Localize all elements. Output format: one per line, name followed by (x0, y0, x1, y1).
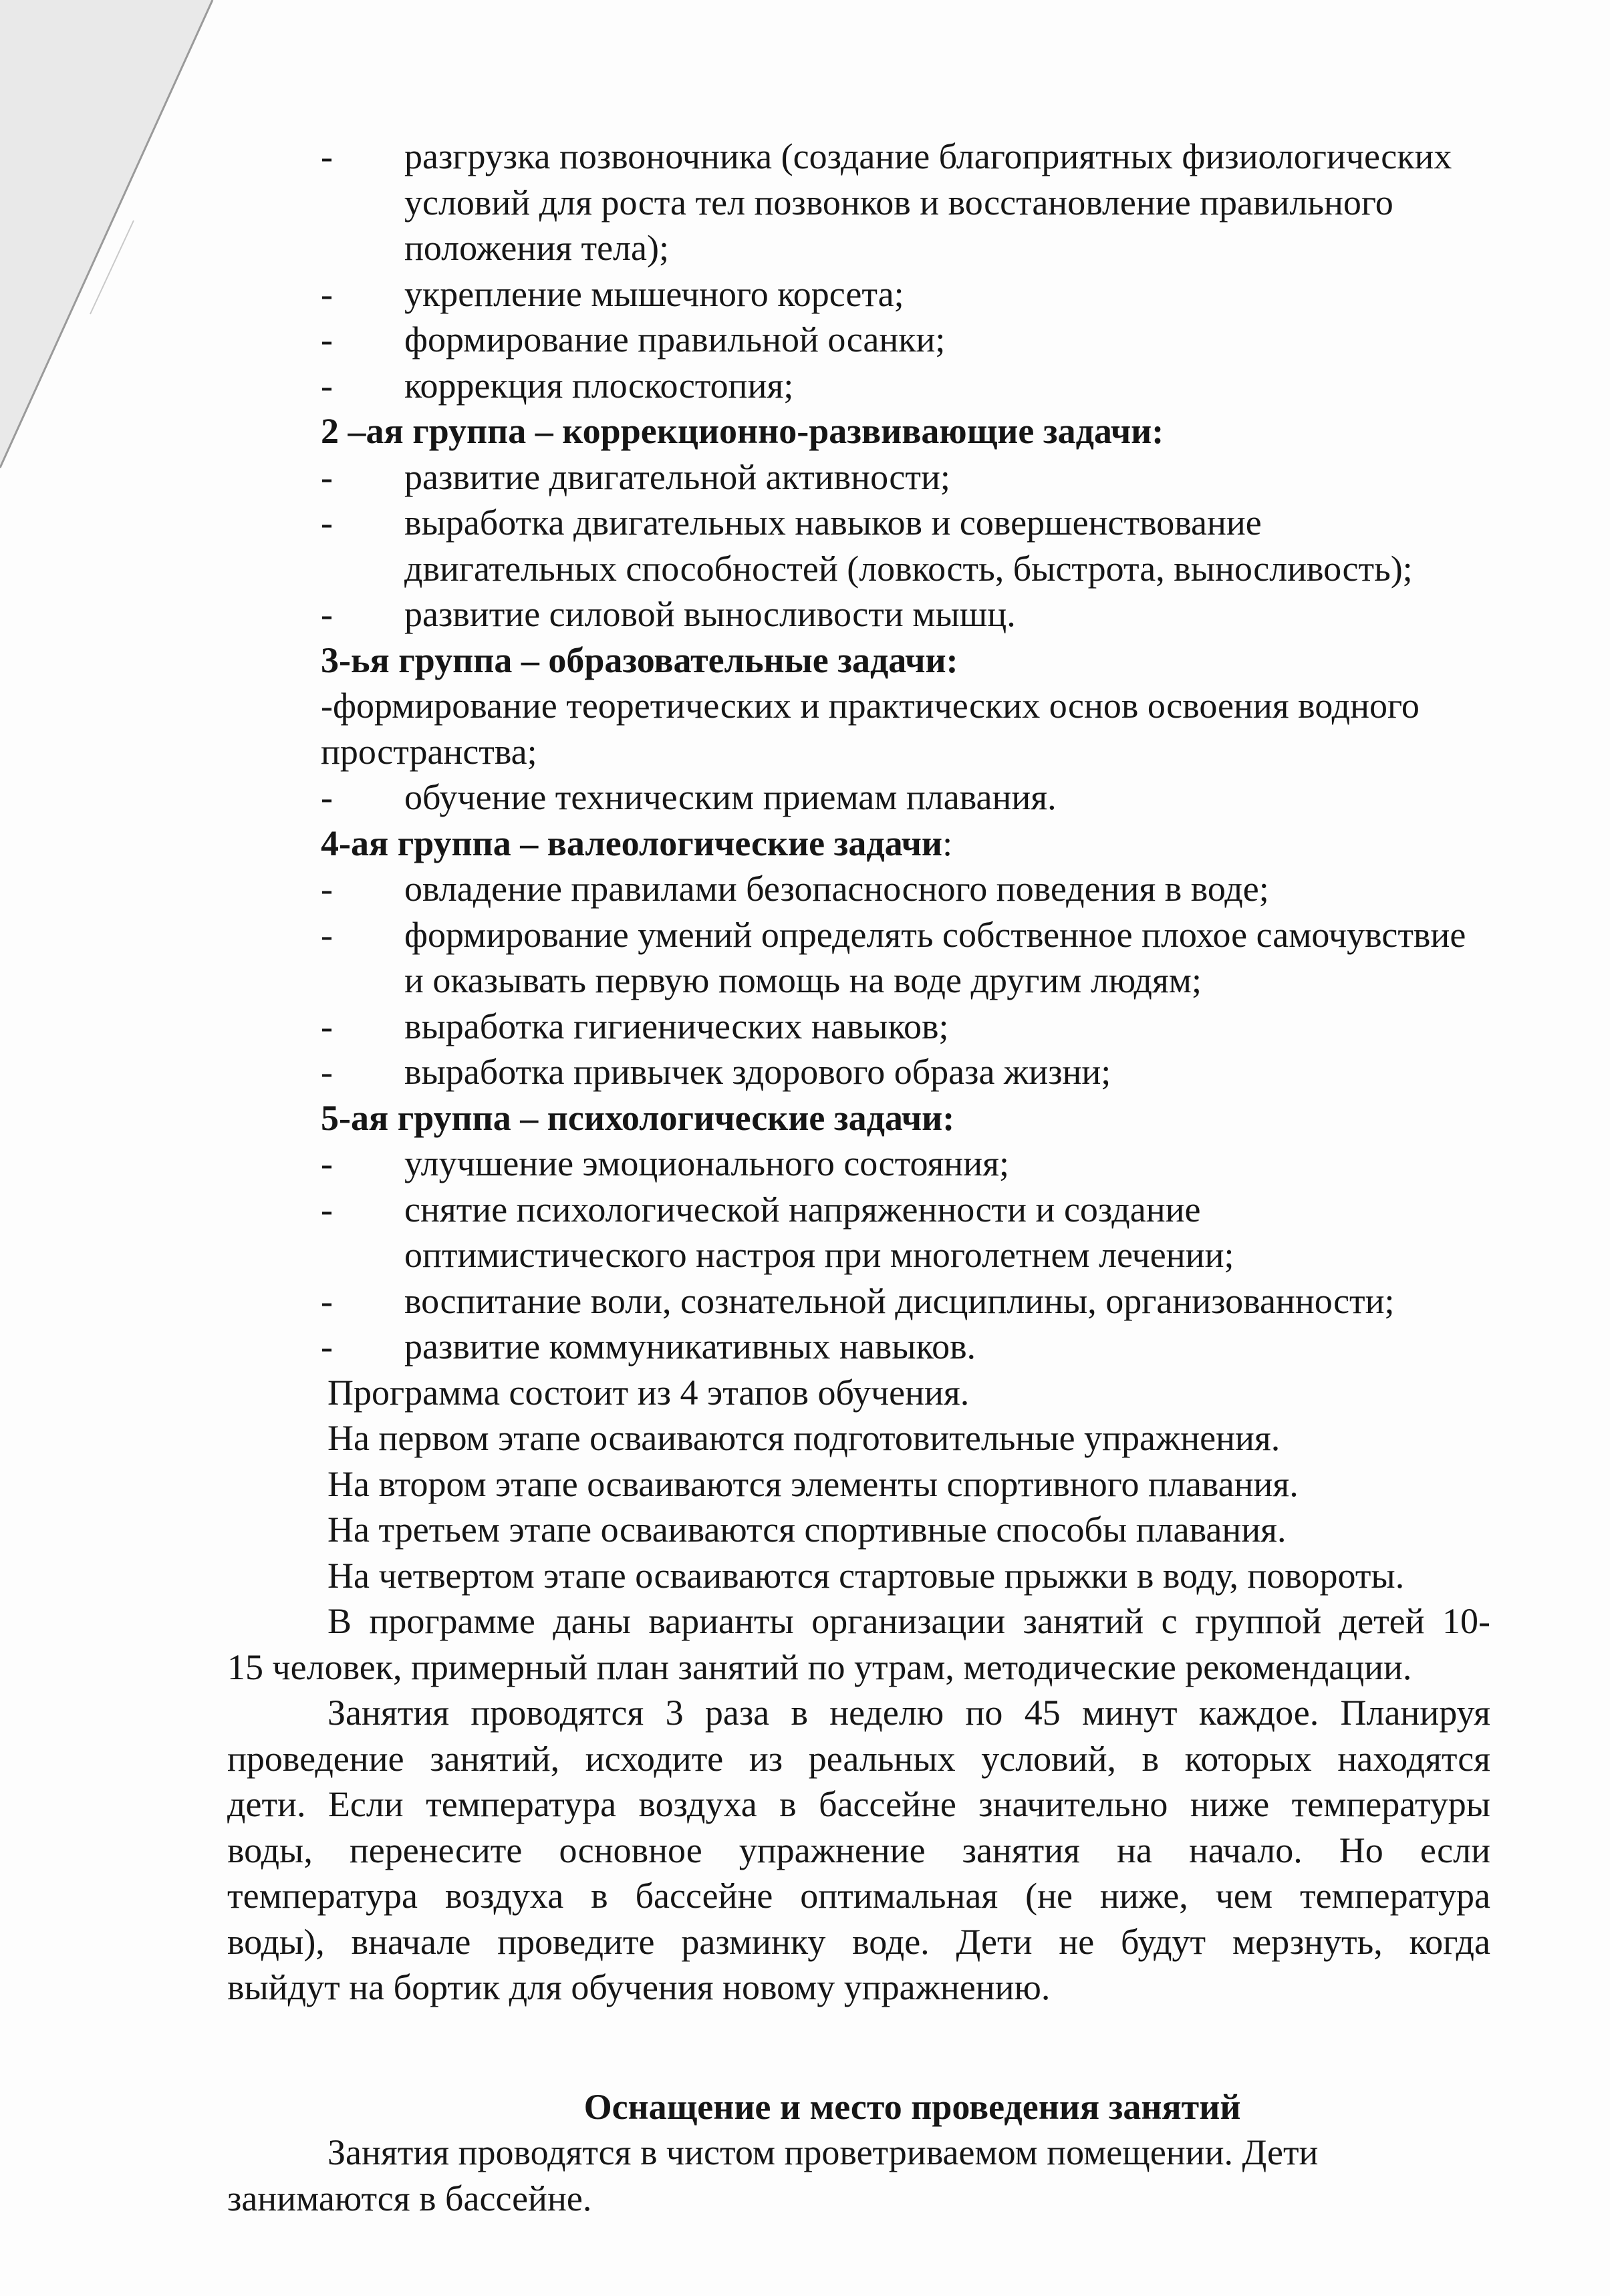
list-item-line: и оказывать первую помощь на воде другим людям; (404, 960, 1202, 1000)
group-heading: 2 –ая группа – коррекционно-развивающие задачи: (321, 411, 1164, 451)
scan-edge-gray-wedge (0, 0, 213, 468)
group-heading-colon: : (942, 823, 953, 863)
list-item-line: формирование правильной осанки; (404, 319, 946, 360)
list-item-line: двигательных способностей (ловкость, быстрота, выносливость); (404, 548, 1413, 589)
list-bullet: - (321, 1006, 333, 1046)
list-bullet: - (321, 273, 333, 314)
list-item-line: формирование умений определять собственное плохое самочувствие (404, 914, 1466, 955)
list-item-line: обучение техническим приемам плавания. (404, 777, 1057, 817)
list-item-line: снятие психологической напряженности и создание (404, 1189, 1201, 1230)
list-item (321, 1049, 1490, 1095)
stage-line: На четвертом этапе осваиваются стартовые прыжки в воду, повороты. (327, 1555, 1405, 1596)
list-item-line: выработка двигательных навыков и совершенствование (404, 503, 1262, 543)
list-item-line: положения тела); (404, 228, 669, 268)
list-item (321, 271, 1490, 317)
list-item-line: улучшение эмоционального состояния; (404, 1143, 1009, 1183)
list-item-line: условий для роста тел позвонков и восстановление правильного (404, 182, 1393, 223)
list-item (321, 866, 1490, 912)
list-item-line: разгрузка позвоночника (создание благоприятных физиологических (404, 136, 1452, 176)
group-text-line: пространства; (321, 731, 537, 772)
list-item (321, 134, 1490, 271)
stage-line: На втором этапе осваиваются элементы спортивного плавания. (327, 1463, 1299, 1504)
list-item-line: оптимистического настроя при многолетнем лечении; (404, 1235, 1234, 1275)
document-body (227, 134, 1490, 2221)
list-item (321, 1278, 1490, 1324)
paragraph-line: занимаются в бассейне. (227, 2178, 592, 2218)
list-bullet: - (321, 914, 333, 955)
list-item (321, 500, 1490, 591)
paragraph (227, 1598, 1490, 1690)
list-bullet: - (321, 456, 333, 497)
paragraph (227, 2130, 1490, 2221)
list-bullet: - (321, 1326, 333, 1367)
paragraph-line: В программе даны варианты организации занятий с группой детей 10- (327, 1601, 1490, 1641)
list-item (321, 317, 1490, 363)
scan-edge-line (0, 0, 213, 468)
paragraph-line: воды, перенесите основное упражнение занятия на начало. Но если (227, 1830, 1490, 1870)
paragraph-line: проведение занятий, исходите из реальных условий, в которых находятся (227, 1738, 1490, 1779)
list-item (321, 1324, 1490, 1370)
paragraph-line: Занятия проводятся в чистом проветриваемом помещении. Дети (327, 2132, 1319, 2172)
list-item (321, 591, 1490, 637)
group-heading: 5-ая группа – психологические задачи: (321, 1097, 955, 1138)
paragraph-line: температура воздуха в бассейне оптимальная (не ниже, чем температура (227, 1876, 1490, 1916)
list-item-line: выработка привычек здорового образа жизни; (404, 1052, 1111, 1092)
list-bullet: - (321, 869, 333, 909)
list-item (321, 774, 1490, 821)
list-item-line: воспитание воли, сознательной дисциплины, организованности; (404, 1280, 1395, 1321)
group-heading (321, 821, 1490, 867)
list-item-line: развитие коммуникативных навыков. (404, 1326, 976, 1367)
scan-edge-line-faint (90, 221, 134, 314)
list-item-line: коррекция плоскостопия; (404, 365, 794, 406)
list-bullet: - (321, 594, 333, 634)
group-heading: 3-ья группа – образовательные задачи: (321, 639, 958, 680)
list-item (321, 912, 1490, 1004)
list-item (321, 1004, 1490, 1050)
list-item-line: укрепление мышечного корсета; (404, 273, 904, 314)
list-bullet: - (321, 1189, 333, 1230)
paragraph-line: воды), вначале проведите разминку воде. Дети не будут мерзнуть, когда (227, 1921, 1490, 1962)
paragraph (227, 1690, 1490, 2011)
list-item-line: развитие двигательной активности; (404, 456, 950, 497)
list-bullet: - (321, 319, 333, 360)
list-item-line: развитие силовой выносливости мышц. (404, 594, 1016, 634)
list-bullet: - (321, 136, 333, 176)
stage-line: На первом этапе осваиваются подготовительные упражнения. (327, 1418, 1281, 1458)
list-item-line: овладение правилами безопасносного поведения в воде; (404, 869, 1269, 909)
paragraph-line: Занятия проводятся 3 раза в неделю по 45 минут каждое. Планируя (327, 1693, 1490, 1733)
list-item (321, 1187, 1490, 1278)
list-bullet: - (321, 1280, 333, 1321)
group-text-line: -формирование теоретических и практических основ освоения водного (321, 686, 1420, 726)
paragraph-line: выйдут на бортик для обучения новому упражнению. (227, 1967, 1051, 2007)
list-item (321, 1141, 1490, 1187)
list-bullet: - (321, 777, 333, 817)
stage-line: На третьем этапе осваиваются спортивные способы плавания. (327, 1510, 1287, 1550)
list-bullet: - (321, 1052, 333, 1092)
section-title: Оснащение и место проведения занятий (583, 2086, 1241, 2127)
group-heading-text: 4-ая группа – валеологические задачи (321, 823, 943, 863)
paragraph-line: дети. Если температура воздуха в бассейне значительно ниже температуры (227, 1784, 1490, 1824)
list-item-line: выработка гигиенических навыков; (404, 1006, 949, 1046)
list-bullet: - (321, 1143, 333, 1183)
stage-line: Программа состоит из 4 этапов обучения. (327, 1372, 970, 1413)
list-item (321, 454, 1490, 500)
list-bullet: - (321, 503, 333, 543)
list-item (321, 363, 1490, 409)
paragraph-line: 15 человек, примерный план занятий по утрам, методические рекомендации. (227, 1646, 1412, 1687)
list-bullet: - (321, 365, 333, 406)
